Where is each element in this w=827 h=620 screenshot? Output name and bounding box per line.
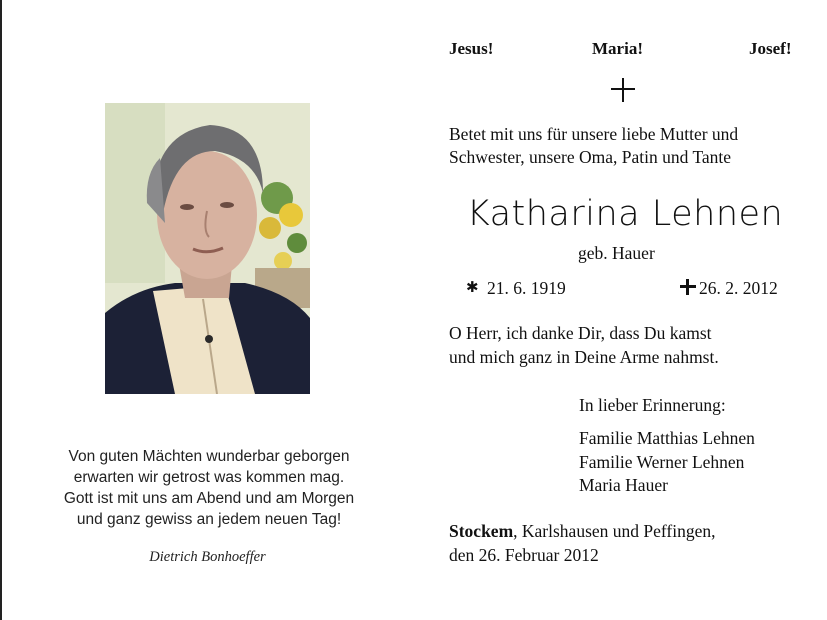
poem	[20, 446, 398, 530]
poem-line: und ganz gewiss an jedem neuen Tag!	[76, 511, 342, 528]
prayer-line-1: O Herr, ich danke Dir, dass Du kamst	[449, 323, 712, 343]
birth-date: 21. 6. 1919	[487, 278, 566, 298]
family-entry: Maria Hauer	[579, 475, 668, 495]
intro-line-2: Schwester, unsere Oma, Patin und Tante	[449, 147, 732, 167]
poem-line: erwarten wir getrost was kommen mag.	[73, 469, 345, 486]
intro-line-1: Betet mit uns für unsere liebe Mutter und	[449, 124, 739, 144]
prayer-line-2: und mich ganz in Deine Arme nahmst.	[449, 347, 719, 367]
header-josef: Josef!	[749, 39, 792, 58]
page-left-edge	[0, 0, 2, 620]
cross-icon	[611, 78, 635, 102]
poem-line: Gott ist mit uns am Abend und am Morgen	[63, 490, 355, 507]
family-entry: Familie Werner Lehnen	[579, 452, 745, 472]
maiden-name: geb. Hauer	[578, 243, 655, 263]
place-date: den 26. Februar 2012	[449, 545, 599, 565]
place-line	[449, 521, 716, 542]
place-town: Stockem	[449, 521, 514, 541]
poem-line: Von guten Mächten wunderbar geborgen	[68, 448, 350, 465]
portrait-illustration	[105, 103, 310, 394]
portrait-photo	[105, 103, 310, 394]
poem-author: Dietrich Bonhoeffer	[149, 549, 266, 565]
death-cross-icon	[680, 279, 696, 295]
header-maria: Maria!	[592, 39, 643, 58]
header-jesus: Jesus!	[449, 39, 494, 58]
deceased-name: Katharina Lehnen	[466, 194, 784, 234]
birth-star-icon: ✱	[466, 280, 479, 296]
family-entry: Familie Matthias Lehnen	[579, 428, 755, 448]
death-date: 26. 2. 2012	[699, 278, 778, 298]
memory-heading: In lieber Erinnerung:	[579, 395, 726, 415]
place-rest: , Karlshausen und Peffingen,	[513, 521, 716, 541]
